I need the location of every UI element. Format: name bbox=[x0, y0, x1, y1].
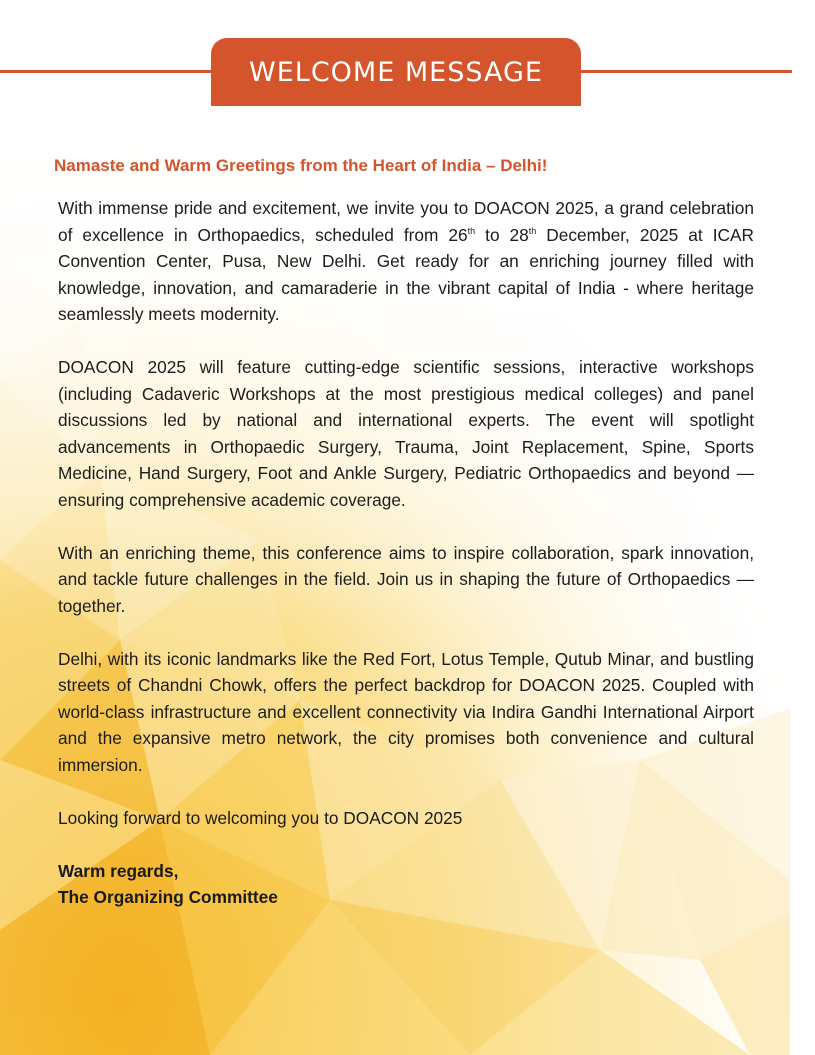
signoff: Warm regards, bbox=[58, 860, 179, 881]
header-tab bbox=[211, 38, 581, 106]
intro-text-3: December, 2025 at ICAR Convention Center, Pusa, New Delhi. Get ready for an enriching journey filled with knowledge, innovation, and camaraderie in the vibrant capital of India - where heritage seamlessly meets modernity. bbox=[58, 224, 754, 325]
intro-text-1: With immense pride and excitement, we invite you to DOACON 2025, a grand celebration of excellence in Orthopaedics, scheduled from 26 bbox=[58, 198, 754, 245]
greeting-heading: Namaste and Warm Greetings from the Heart of India – Delhi! bbox=[54, 156, 548, 175]
body-paragraph: With an enriching theme, this conference aims to inspire collaboration, spark innovation, and tackle future challenges in the field. Join us in shaping the future of Orthopaedics —together. bbox=[58, 542, 754, 616]
body-paragraph: Delhi, with its iconic landmarks like the Red Fort, Lotus Temple, Qutub Minar, and bustling streets of Chandni Chowk, offers the perfect backdrop for DOACON 2025. Coupled with world-class infrastructure and excellent connectivity via Indira Gandhi International Airport and the expansive metro network, the city promises both convenience and cultural immersion. bbox=[58, 648, 754, 775]
welcome-letter bbox=[54, 156, 754, 911]
intro-text-2: to 28 bbox=[475, 224, 529, 245]
signatory: The Organizing Committee bbox=[58, 887, 278, 908]
header-rule-right bbox=[580, 70, 792, 73]
ordinal-suffix: th bbox=[467, 226, 476, 237]
page-title: WELCOME MESSAGE bbox=[249, 56, 543, 88]
closing-line: Looking forward to welcoming you to DOACON 2025 bbox=[58, 807, 463, 828]
ordinal-suffix: th bbox=[528, 226, 537, 237]
body-paragraph: DOACON 2025 will feature cutting-edge scientific sessions, interactive workshops (including Cadaveric Workshops at the most prestigious medical colleges) and panel discussions led by national and international experts. The event will spotlight advancements in Orthopaedic Surgery, Trauma, Joint Replacement, Spine, Sports Medicine, Hand Surgery, Foot and Ankle Surgery, Pediatric Orthopaedics and beyond — ensuring comprehensive academic coverage. bbox=[58, 357, 754, 510]
intro-paragraph bbox=[58, 195, 754, 328]
header-rule-left bbox=[0, 70, 212, 73]
